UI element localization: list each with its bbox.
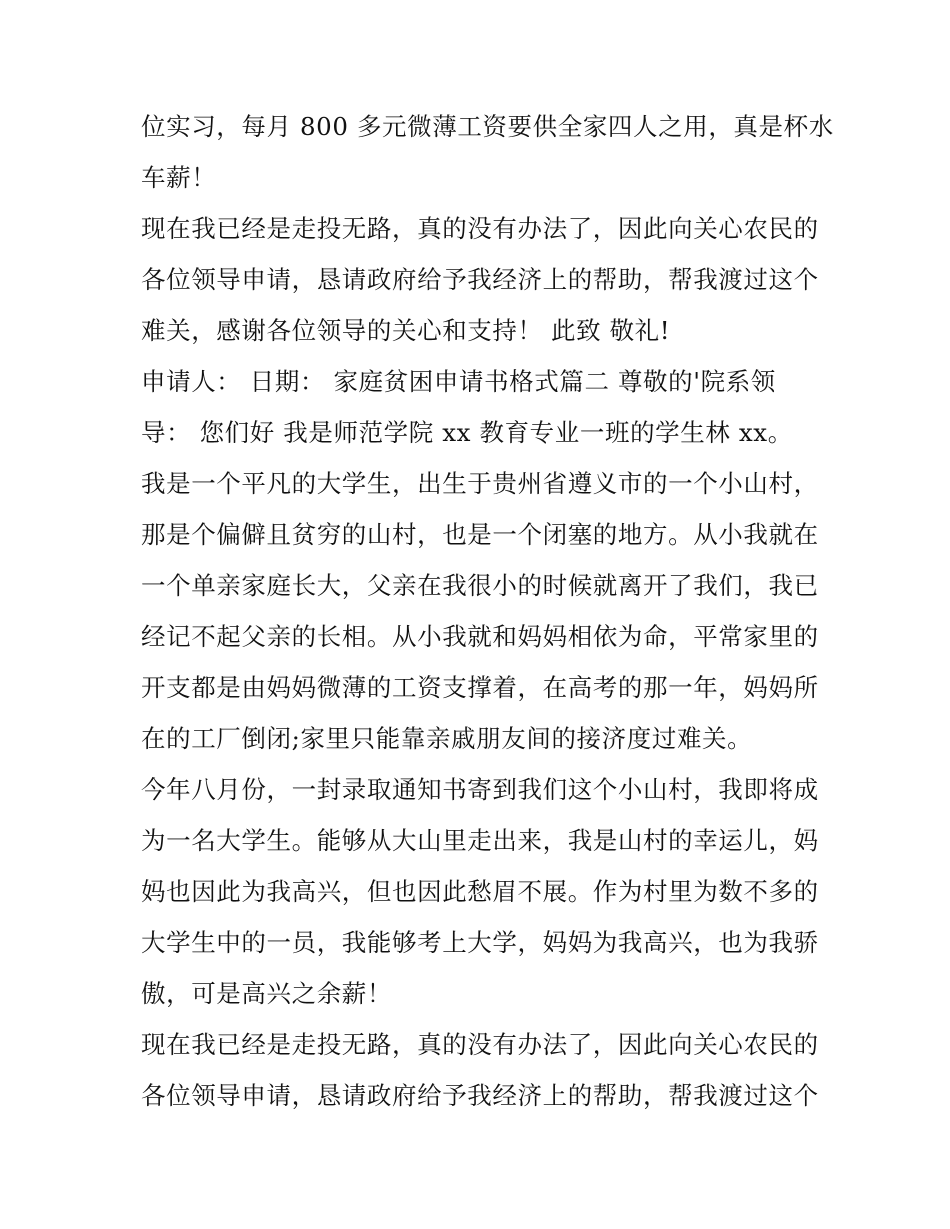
text-line: 申请人： 日期： 家庭贫困申请书格式篇二 尊敬的'院系领 — [141, 367, 776, 396]
text-line: 经记不起父亲的长相。从小我就和妈妈相依为命，平常家里的 — [141, 622, 819, 651]
text-line: 开支都是由妈妈微薄的工资支撑着，在高考的那一年，妈妈所 — [141, 673, 819, 702]
document-body — [141, 101, 834, 1121]
text-line: 现在我已经是走投无路，真的没有办法了，因此向关心农民的 — [141, 214, 819, 243]
text-line: 妈也因此为我高兴，但也因此愁眉不展。作为村里为数不多的 — [141, 877, 819, 906]
text-line: 为一名大学生。能够从大山里走出来，我是山村的幸运儿，妈 — [141, 826, 819, 855]
text-line: 位实习，每月 800 多元微薄工资要供全家四人之用，真是杯水 — [141, 112, 834, 141]
text-line: 今年八月份，一封录取通知书寄到我们这个小山村，我即将成 — [141, 775, 819, 804]
text-line: 导： 您们好 我是师范学院 xx 教育专业一班的学生林 xx。 — [141, 418, 793, 447]
text-line: 一个单亲家庭长大，父亲在我很小的时候就离开了我们，我已 — [141, 571, 819, 600]
text-line: 在的工厂倒闭;家里只能靠亲戚朋友间的接济度过难关。 — [141, 724, 753, 753]
text-line: 我是一个平凡的大学生，出生于贵州省遵义市的一个小山村， — [141, 469, 819, 498]
text-line: 车薪！ — [141, 163, 217, 192]
text-line: 傲，可是高兴之余薪！ — [141, 979, 392, 1008]
text-line: 现在我已经是走投无路，真的没有办法了，因此向关心农民的 — [141, 1030, 819, 1059]
text-line: 大学生中的一员，我能够考上大学，妈妈为我高兴，也为我骄 — [141, 928, 819, 957]
text-line: 各位领导申请，恳请政府给予我经济上的帮助，帮我渡过这个 — [141, 1081, 819, 1110]
text-line: 那是个偏僻且贫穷的山村，也是一个闭塞的地方。从小我就在 — [141, 520, 819, 549]
text-line: 难关，感谢各位领导的关心和支持！ 此致 敬礼! — [141, 316, 671, 345]
text-line: 各位领导申请，恳请政府给予我经济上的帮助，帮我渡过这个 — [141, 265, 819, 294]
